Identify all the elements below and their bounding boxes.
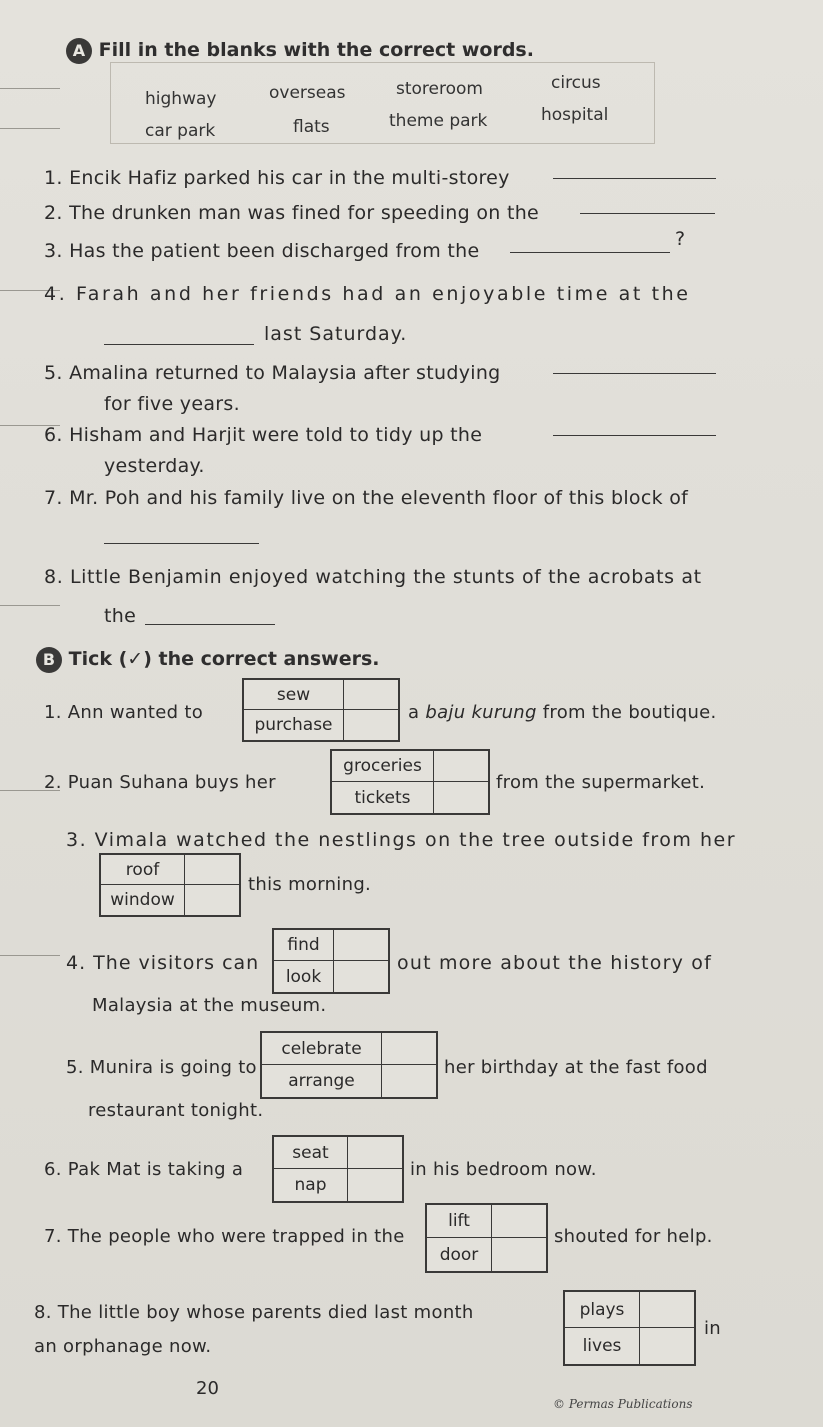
- tick-box[interactable]: [639, 1292, 694, 1328]
- option-b1-2: purchase: [254, 715, 333, 735]
- option-b1-1: sew: [244, 680, 343, 710]
- choice-box-b6: [272, 1135, 404, 1203]
- option-b2-1: groceries: [332, 751, 433, 782]
- question-b3-prefix: 3. Vimala watched the nestlings on the tree outside from her: [66, 829, 737, 851]
- tick-box[interactable]: [184, 855, 239, 885]
- word-bank-item: highway: [145, 89, 217, 109]
- choice-box-b4: [272, 928, 390, 994]
- question-b4-prefix: 4. The visitors can: [66, 952, 260, 974]
- question-a2: 2. The drunken man was fined for speeding on the: [44, 202, 540, 224]
- tick-box[interactable]: [639, 1328, 694, 1364]
- tick-box[interactable]: [333, 930, 388, 961]
- question-a5-line2: for five years.: [104, 393, 240, 415]
- question-b7-suffix: shouted for help.: [554, 1226, 713, 1247]
- question-b5-suffix: her birthday at the fast food: [444, 1057, 708, 1078]
- option-b6-2: nap: [294, 1175, 327, 1195]
- question-a6: 6. Hisham and Harjit were told to tidy up the: [44, 424, 483, 446]
- answer-blank[interactable]: [553, 178, 716, 179]
- option-b2-2: tickets: [354, 787, 411, 808]
- page-number: 20: [196, 1378, 219, 1399]
- word-bank-item: car park: [145, 121, 216, 141]
- tick-box[interactable]: [381, 1065, 436, 1097]
- question-b5-prefix: 5. Munira is going to: [66, 1057, 257, 1078]
- tick-box[interactable]: [343, 710, 398, 740]
- tick-box[interactable]: [491, 1205, 546, 1238]
- margin-line: [0, 955, 60, 956]
- tick-box[interactable]: [184, 885, 239, 915]
- option-b6-1: seat: [274, 1137, 347, 1169]
- option-b7-2: door: [439, 1244, 479, 1265]
- tick-box[interactable]: [433, 782, 488, 813]
- answer-blank[interactable]: [510, 252, 670, 253]
- option-b3-1: roof: [101, 855, 184, 885]
- margin-line: [0, 605, 60, 606]
- answer-blank[interactable]: [104, 344, 254, 345]
- section-b-heading: [36, 647, 380, 673]
- section-b-badge: B: [36, 647, 62, 673]
- tick-box[interactable]: [343, 680, 398, 710]
- section-a-instruction: Fill in the blanks with the correct words.: [98, 39, 534, 61]
- option-b4-1: find: [274, 930, 333, 961]
- question-a3-end: ?: [675, 228, 686, 250]
- section-a-heading: [66, 38, 534, 64]
- section-b-instruction: Tick (✓) the correct answers.: [68, 648, 380, 670]
- choice-box-b3: [99, 853, 241, 917]
- word-bank-item: theme park: [389, 111, 488, 131]
- section-a-badge: A: [66, 38, 92, 64]
- word-bank-item: overseas: [269, 83, 346, 103]
- question-b4-suffix: out more about the history of: [397, 952, 712, 974]
- question-b6-prefix: 6. Pak Mat is taking a: [44, 1159, 244, 1180]
- answer-blank[interactable]: [580, 213, 715, 214]
- choice-box-b2: [330, 749, 490, 815]
- question-a5: 5. Amalina returned to Malaysia after studying: [44, 362, 501, 384]
- tick-box[interactable]: [347, 1169, 402, 1201]
- option-b7-1: lift: [427, 1205, 491, 1238]
- option-b4-2: look: [285, 966, 322, 987]
- tick-box[interactable]: [491, 1238, 546, 1271]
- question-b7-prefix: 7. The people who were trapped in the: [44, 1226, 405, 1247]
- answer-blank[interactable]: [553, 435, 716, 436]
- tick-box[interactable]: [333, 961, 388, 992]
- tick-box[interactable]: [347, 1137, 402, 1169]
- question-b1-suffix: [408, 702, 717, 723]
- answer-blank[interactable]: [104, 543, 259, 544]
- question-b8-line2: an orphanage now.: [34, 1336, 212, 1357]
- option-b5-2: arrange: [288, 1071, 355, 1091]
- tick-box[interactable]: [381, 1033, 436, 1065]
- question-b6-suffix: in his bedroom now.: [410, 1159, 597, 1180]
- word-bank-item: circus: [551, 73, 601, 93]
- choice-box-b7: [425, 1203, 548, 1273]
- question-b8-suffix: in: [704, 1318, 722, 1339]
- question-a3: 3. Has the patient been discharged from the: [44, 240, 480, 262]
- option-b5-1: celebrate: [262, 1033, 381, 1065]
- question-a1: 1. Encik Hafiz parked his car in the multi-storey: [44, 167, 510, 189]
- question-b2-suffix: from the supermarket.: [496, 772, 706, 793]
- question-b1-prefix: 1. Ann wanted to: [44, 702, 204, 723]
- word-bank-item: storeroom: [396, 79, 483, 99]
- question-b8-prefix: 8. The little boy whose parents died last month: [34, 1302, 474, 1323]
- choice-box-b8: [563, 1290, 696, 1366]
- choice-box-b1: [242, 678, 400, 742]
- publisher-credit: © Permas Publications: [553, 1397, 693, 1411]
- question-a8-line2: the: [104, 605, 137, 627]
- question-b2-prefix: 2. Puan Suhana buys her: [44, 772, 276, 793]
- question-b1-suffix-a: a: [408, 702, 426, 723]
- question-b1-italic: baju kurung: [425, 702, 537, 723]
- question-b1-suffix-b: from the boutique.: [536, 702, 717, 723]
- question-a7: 7. Mr. Poh and his family live on the eleventh floor of this block of: [44, 487, 689, 509]
- answer-blank[interactable]: [145, 624, 275, 625]
- option-b8-2: lives: [582, 1336, 622, 1356]
- question-b4-line2: Malaysia at the museum.: [92, 995, 327, 1016]
- option-b8-1: plays: [565, 1292, 639, 1328]
- choice-box-b5: [260, 1031, 438, 1099]
- question-b5-line2: restaurant tonight.: [88, 1100, 264, 1121]
- question-a6-line2: yesterday.: [104, 455, 205, 477]
- word-bank-item: hospital: [541, 105, 609, 125]
- question-a4: 4. Farah and her friends had an enjoyable time at the: [44, 283, 691, 305]
- margin-line: [0, 128, 60, 129]
- tick-box[interactable]: [433, 751, 488, 782]
- question-a8: 8. Little Benjamin enjoyed watching the stunts of the acrobats at: [44, 566, 702, 588]
- margin-line: [0, 88, 60, 89]
- word-bank-item: flats: [293, 117, 330, 137]
- word-bank: [110, 62, 655, 144]
- option-b3-2: window: [110, 890, 175, 910]
- question-a4-line2: last Saturday.: [264, 323, 408, 345]
- answer-blank[interactable]: [553, 373, 716, 374]
- question-b3-suffix: this morning.: [248, 874, 372, 895]
